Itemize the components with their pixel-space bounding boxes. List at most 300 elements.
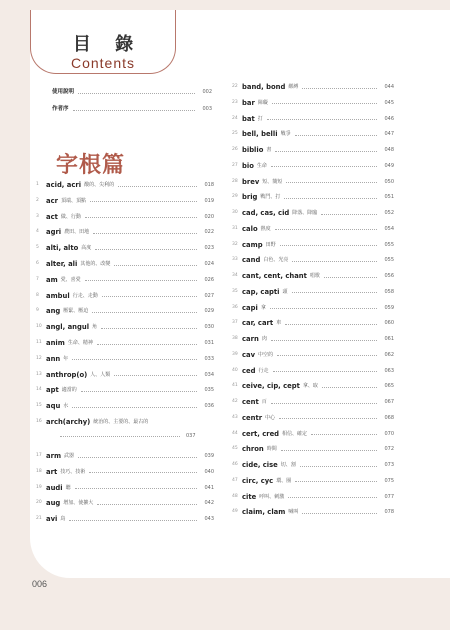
entry-meaning: 拿 — [260, 304, 266, 311]
toc-entry[interactable] — [232, 271, 394, 281]
dot-leader — [114, 265, 197, 266]
entry-page: 065 — [384, 383, 394, 390]
dot-leader — [295, 481, 377, 482]
entry-root: cap, capti — [242, 287, 280, 296]
dot-leader — [101, 328, 197, 329]
entry-meaning: 生命 — [256, 162, 267, 169]
toc-entry[interactable] — [36, 306, 214, 316]
entry-page: 022 — [204, 229, 214, 236]
toc-entry[interactable] — [232, 303, 394, 313]
entry-root: cav — [242, 350, 256, 359]
entry-page: 044 — [384, 84, 394, 90]
entry-meaning: 頭 — [282, 288, 288, 295]
toc-entry[interactable] — [36, 259, 214, 269]
entry-root: calo — [242, 224, 258, 233]
toc-entry[interactable] — [36, 417, 214, 427]
entry-page: 048 — [384, 147, 394, 153]
toc-entry[interactable] — [232, 224, 394, 234]
toc-entry[interactable] — [232, 161, 394, 171]
toc-entry[interactable] — [232, 476, 394, 486]
dot-leader — [322, 387, 377, 388]
dot-leader — [118, 186, 197, 187]
entry-meaning: 短、簡短 — [262, 178, 283, 185]
entry-page: 031 — [204, 340, 214, 346]
entry-meaning: 切、割 — [280, 462, 296, 468]
dot-leader — [85, 217, 197, 218]
entry-number: 49 — [232, 509, 238, 515]
dot-leader — [97, 344, 197, 345]
toc-entry[interactable] — [36, 467, 214, 477]
entry-root: brev — [242, 177, 260, 186]
entry-page: 041 — [204, 484, 214, 491]
entry-root: angl, angul — [46, 323, 90, 332]
toc-entry-continuation — [60, 431, 210, 441]
toc-entry[interactable] — [36, 180, 214, 190]
entry-meaning: 車 — [276, 320, 282, 327]
entry-root: chron — [242, 445, 264, 454]
dot-leader — [81, 391, 197, 392]
dot-leader — [271, 403, 377, 404]
toc-entry[interactable] — [232, 381, 394, 391]
entry-meaning: 中空的 — [258, 351, 274, 358]
toc-entry[interactable] — [232, 413, 394, 423]
entry-number: 27 — [232, 162, 238, 168]
dot-leader — [272, 103, 377, 104]
entry-meaning: 壓緊、壓迫 — [63, 308, 89, 315]
entry-root: car, cart — [242, 319, 274, 328]
entry-root: anim — [46, 339, 65, 347]
entry-number: 7 — [36, 276, 39, 282]
dot-leader — [292, 261, 377, 262]
toc-entry[interactable] — [36, 275, 214, 285]
entry-meaning: 技巧、技術 — [60, 468, 86, 475]
entry-root: cant, cent, chant — [242, 272, 307, 280]
entry-root: ceive, cip, cept — [242, 382, 300, 391]
toc-entry[interactable] — [232, 318, 394, 328]
entry-number: 3 — [36, 213, 39, 219]
toc-entry[interactable] — [36, 370, 214, 380]
entry-meaning: 統治的、主要的、最古的 — [93, 419, 149, 425]
toc-entry[interactable] — [36, 401, 214, 411]
entry-number: 25 — [232, 131, 238, 137]
entry-page: 077 — [384, 493, 394, 500]
entry-root: aug — [46, 499, 61, 508]
entry-meaning: 角 — [92, 324, 98, 331]
entry-page: 042 — [204, 500, 214, 507]
entry-meaning: 行走 — [258, 367, 269, 374]
toc-entry[interactable] — [232, 177, 394, 187]
toc-entry[interactable] — [232, 240, 394, 250]
entry-number: 39 — [232, 351, 238, 357]
entry-root: acid, acri — [46, 181, 82, 189]
entry-page: 051 — [384, 194, 394, 201]
entry-root: alter, ali — [46, 260, 78, 268]
dot-leader — [85, 280, 197, 281]
dot-leader — [60, 436, 180, 437]
entry-number: 22 — [232, 84, 238, 89]
dot-leader — [75, 488, 197, 489]
entry-root: camp — [242, 240, 263, 249]
entry-page: 037 — [186, 433, 196, 439]
toc-entry[interactable] — [36, 196, 214, 206]
entry-root: carn — [242, 335, 259, 343]
entry-meaning: 拿、取 — [302, 383, 318, 390]
entry-number: 45 — [232, 446, 238, 452]
toc-entry[interactable] — [36, 385, 214, 395]
dot-leader — [72, 359, 197, 360]
toc-entry[interactable] — [232, 350, 394, 360]
entry-root: cand — [242, 256, 261, 265]
entry-page: 055 — [384, 257, 394, 264]
contents-title-en: Contents — [70, 55, 136, 71]
entry-number: 24 — [232, 115, 238, 121]
entry-page: 040 — [204, 468, 214, 475]
toc-entry[interactable] — [232, 145, 394, 155]
entry-meaning: 白色、光亮 — [263, 257, 289, 264]
front-matter-item[interactable] — [52, 104, 212, 114]
entry-number: 4 — [36, 229, 39, 235]
toc-entry[interactable] — [232, 208, 394, 218]
entry-meaning: 時間 — [266, 446, 277, 453]
toc-entry[interactable] — [232, 114, 394, 124]
toc-entry[interactable] — [232, 287, 394, 297]
entry-page: 035 — [204, 387, 214, 394]
entry-number: 38 — [232, 336, 238, 341]
entry-number: 31 — [232, 225, 238, 231]
entry-page: 052 — [384, 210, 394, 216]
dot-leader — [92, 312, 197, 313]
entry-page: 050 — [384, 178, 394, 185]
entry-page: 034 — [204, 371, 214, 378]
dot-leader — [271, 340, 377, 341]
dot-leader — [90, 201, 197, 202]
entry-number: 43 — [232, 414, 238, 420]
contents-title-zh: 目 錄 — [72, 34, 143, 55]
entry-number: 42 — [232, 399, 238, 404]
entry-root: ang — [46, 307, 61, 316]
entry-number: 6 — [36, 261, 39, 266]
toc-entry[interactable] — [36, 451, 214, 461]
entry-meaning: 頂端、頂點 — [60, 197, 86, 204]
entry-meaning: 喊叫 — [288, 509, 299, 516]
entry-number: 30 — [232, 210, 238, 215]
entry-meaning: 百 — [261, 399, 267, 405]
entry-page: 047 — [384, 131, 394, 138]
toc-entry[interactable] — [36, 338, 214, 348]
entry-page: 067 — [384, 399, 394, 405]
entry-page: 029 — [204, 308, 214, 315]
entry-meaning: 相信、確定 — [282, 430, 308, 437]
entry-number: 21 — [36, 516, 42, 522]
section-title: 字根篇 — [56, 153, 126, 178]
entry-root: cad, cas, cid — [242, 209, 290, 217]
entry-root: arch(archy) — [46, 418, 91, 426]
toc-entry[interactable] — [232, 429, 394, 439]
entry-root: arm — [46, 452, 62, 460]
front-matter-label: 使用說明 — [52, 89, 75, 95]
dot-leader — [302, 513, 377, 514]
dot-leader — [324, 277, 377, 278]
dot-leader — [95, 249, 197, 250]
entry-page: 059 — [384, 304, 394, 311]
entry-number: 36 — [232, 304, 238, 310]
dot-leader — [72, 407, 197, 408]
toc-entry[interactable] — [232, 98, 394, 108]
entry-page: 036 — [204, 403, 214, 410]
entry-page: 030 — [204, 324, 214, 331]
dot-leader — [267, 119, 377, 120]
entry-number: 8 — [36, 292, 39, 298]
entry-root: am — [46, 275, 58, 284]
entry-page: 055 — [384, 241, 394, 248]
entry-number: 18 — [36, 468, 42, 474]
dot-leader — [273, 371, 377, 372]
dot-leader — [73, 110, 195, 111]
entry-meaning: 行走、走動 — [72, 292, 98, 299]
entry-number: 35 — [232, 288, 238, 294]
entry-page: 043 — [204, 516, 214, 523]
entry-page: 033 — [204, 355, 214, 362]
entry-page: 046 — [384, 115, 394, 122]
entry-number: 29 — [232, 194, 238, 200]
toc-entry[interactable] — [232, 444, 394, 454]
entry-number: 19 — [36, 484, 42, 490]
entry-number: 20 — [36, 500, 42, 506]
entry-meaning: 肉 — [261, 336, 267, 342]
toc-entry[interactable] — [232, 397, 394, 407]
entry-root: bar — [242, 98, 255, 107]
entry-meaning: 人、人類 — [90, 371, 111, 378]
entry-meaning: 戰爭 — [280, 131, 291, 138]
entry-meaning: 高度 — [81, 245, 92, 252]
entry-root: anthrop(o) — [46, 370, 88, 379]
entry-number: 14 — [36, 387, 42, 393]
entry-page: 027 — [204, 292, 214, 299]
entry-meaning: 唱歌 — [309, 273, 320, 279]
dot-leader — [302, 88, 377, 89]
entry-meaning: 熱度 — [260, 225, 271, 232]
entry-root: band, bond — [242, 83, 286, 91]
dot-leader — [270, 308, 377, 309]
dot-leader — [277, 355, 377, 356]
entry-root: centr — [242, 413, 263, 422]
dot-leader — [69, 520, 197, 521]
entry-page: 072 — [384, 446, 394, 453]
toc-entry[interactable] — [36, 212, 214, 222]
entry-meaning: 中心 — [265, 414, 276, 421]
entry-root: bat — [242, 114, 255, 123]
entry-number: 28 — [232, 178, 238, 184]
entry-page: 078 — [384, 509, 394, 516]
entry-page: 018 — [204, 182, 214, 188]
entry-page: 026 — [204, 276, 214, 283]
entry-number: 17 — [36, 453, 42, 458]
entry-root: act — [46, 212, 58, 221]
entry-root: cide, cise — [242, 461, 278, 469]
dot-leader — [279, 418, 377, 419]
entry-number: 34 — [232, 273, 238, 278]
entry-page: 060 — [384, 320, 394, 327]
dot-leader — [285, 324, 377, 325]
toc-entry[interactable] — [36, 498, 214, 508]
entry-page: 073 — [384, 462, 394, 468]
entry-meaning: 增加、使擴大 — [63, 500, 94, 507]
entry-root: ann — [46, 354, 61, 363]
toc-entry[interactable] — [36, 514, 214, 524]
dot-leader — [271, 166, 377, 167]
toc-entry[interactable] — [232, 460, 394, 470]
entry-page: 054 — [384, 225, 394, 232]
entry-number: 46 — [232, 462, 238, 467]
entry-meaning: 綁縛 — [288, 84, 299, 90]
entry-page: 063 — [384, 367, 394, 374]
entry-number: 12 — [36, 355, 42, 361]
entry-number: 13 — [36, 371, 42, 377]
entry-number: 5 — [36, 245, 39, 251]
entry-number: 23 — [232, 99, 238, 105]
entry-root: ambul — [46, 291, 70, 300]
toc-entry[interactable] — [232, 129, 394, 139]
entry-number: 11 — [36, 340, 42, 345]
front-matter-page: 003 — [202, 106, 212, 112]
entry-meaning: 打 — [257, 115, 263, 122]
entry-number: 2 — [36, 197, 39, 203]
toc-entry[interactable] — [36, 243, 214, 253]
entry-meaning: 障礙 — [257, 99, 268, 106]
entry-number: 26 — [232, 147, 238, 152]
dot-leader — [288, 497, 377, 498]
entry-page: 024 — [204, 261, 214, 267]
dot-leader — [93, 233, 197, 234]
entry-number: 47 — [232, 477, 238, 483]
entry-page: 068 — [384, 414, 394, 421]
entry-page: 070 — [384, 430, 394, 437]
entry-meaning: 武器 — [64, 453, 75, 459]
dot-leader — [321, 214, 377, 215]
page-number: 006 — [32, 579, 48, 589]
entry-page: 056 — [384, 273, 394, 279]
contents-tab — [30, 10, 176, 74]
entry-number: 44 — [232, 430, 238, 436]
entry-meaning: 聽 — [65, 484, 71, 491]
entry-page: 061 — [384, 336, 394, 342]
dot-leader — [89, 472, 197, 473]
entry-meaning: 水 — [63, 403, 69, 410]
entry-page: 062 — [384, 351, 394, 358]
entry-meaning: 田野 — [265, 241, 276, 248]
entry-page: 075 — [384, 477, 394, 484]
entry-number: 33 — [232, 257, 238, 263]
entry-number: 48 — [232, 493, 238, 499]
toc-entry[interactable] — [232, 507, 394, 517]
toc-entry[interactable] — [232, 255, 394, 265]
entry-number: 15 — [36, 403, 42, 409]
front-matter-label: 作者序 — [52, 106, 69, 112]
entry-root: audi — [46, 483, 63, 492]
dot-leader — [78, 457, 197, 458]
toc-entry[interactable] — [232, 492, 394, 502]
front-matter-page: 002 — [202, 89, 212, 95]
front-matter-item[interactable] — [52, 87, 212, 97]
entry-root: alti, alto — [46, 244, 79, 253]
dot-leader — [292, 292, 377, 293]
entry-number: 16 — [36, 419, 42, 424]
dot-leader — [114, 375, 197, 376]
entry-number: 37 — [232, 320, 238, 326]
entry-meaning: 年 — [63, 355, 69, 362]
entry-number: 40 — [232, 367, 238, 373]
entry-number: 9 — [36, 308, 39, 314]
dot-leader — [300, 466, 377, 467]
entry-root: capi — [242, 303, 258, 312]
entry-meaning: 農田、田地 — [64, 229, 90, 236]
entry-page: 039 — [204, 453, 214, 459]
entry-meaning: 其他的、改變 — [80, 261, 111, 267]
entry-root: cent — [242, 398, 259, 406]
entry-root: bio — [242, 161, 254, 170]
entry-root: acr — [46, 196, 58, 205]
entry-meaning: 書 — [266, 147, 272, 153]
entry-meaning: 生命、精神 — [67, 340, 93, 346]
toc-entry[interactable] — [232, 366, 394, 376]
dot-leader — [97, 504, 197, 505]
entry-root: avi — [46, 515, 58, 524]
entry-root: ced — [242, 366, 256, 375]
dot-leader — [78, 93, 195, 94]
entry-root: agri — [46, 228, 62, 237]
dot-leader — [286, 182, 377, 183]
dot-leader — [295, 135, 377, 136]
dot-leader — [275, 151, 377, 152]
entry-page: 049 — [384, 162, 394, 169]
entry-meaning: 環、圈 — [276, 477, 292, 484]
entry-meaning: 適當的 — [61, 387, 77, 394]
toc-entry[interactable] — [36, 291, 214, 301]
entry-root: cert, cred — [242, 429, 280, 438]
entry-number: 10 — [36, 324, 42, 330]
toc-entry[interactable] — [36, 227, 214, 237]
entry-page: 019 — [204, 197, 214, 204]
entry-meaning: 戰鬥、打 — [260, 194, 281, 201]
entry-root: bell, belli — [242, 130, 278, 139]
entry-meaning: 做、行動 — [60, 213, 81, 220]
dot-leader — [311, 434, 377, 435]
entry-page: 023 — [204, 245, 214, 252]
entry-meaning: 酸的、尖利的 — [84, 182, 115, 188]
toc-entry[interactable] — [232, 192, 394, 202]
entry-root: biblio — [242, 146, 264, 154]
entry-root: cite — [242, 492, 257, 501]
dot-leader — [280, 245, 377, 246]
entry-root: apt — [46, 386, 59, 395]
entry-page: 020 — [204, 213, 214, 220]
entry-root: aqu — [46, 402, 61, 411]
entry-meaning: 愛、喜愛 — [60, 276, 81, 283]
entry-meaning: 降落、降臨 — [292, 210, 318, 216]
entry-number: 32 — [232, 241, 238, 247]
entry-root: brig — [242, 193, 258, 202]
toc-entry[interactable] — [232, 82, 394, 92]
entry-page: 045 — [384, 99, 394, 106]
toc-entry[interactable] — [36, 322, 214, 332]
toc-entry[interactable] — [232, 334, 394, 344]
dot-leader — [102, 296, 197, 297]
toc-entry[interactable] — [36, 354, 214, 364]
toc-entry[interactable] — [36, 483, 214, 493]
entry-page: 058 — [384, 288, 394, 295]
dot-leader — [275, 229, 377, 230]
entry-number: 1 — [36, 182, 39, 187]
